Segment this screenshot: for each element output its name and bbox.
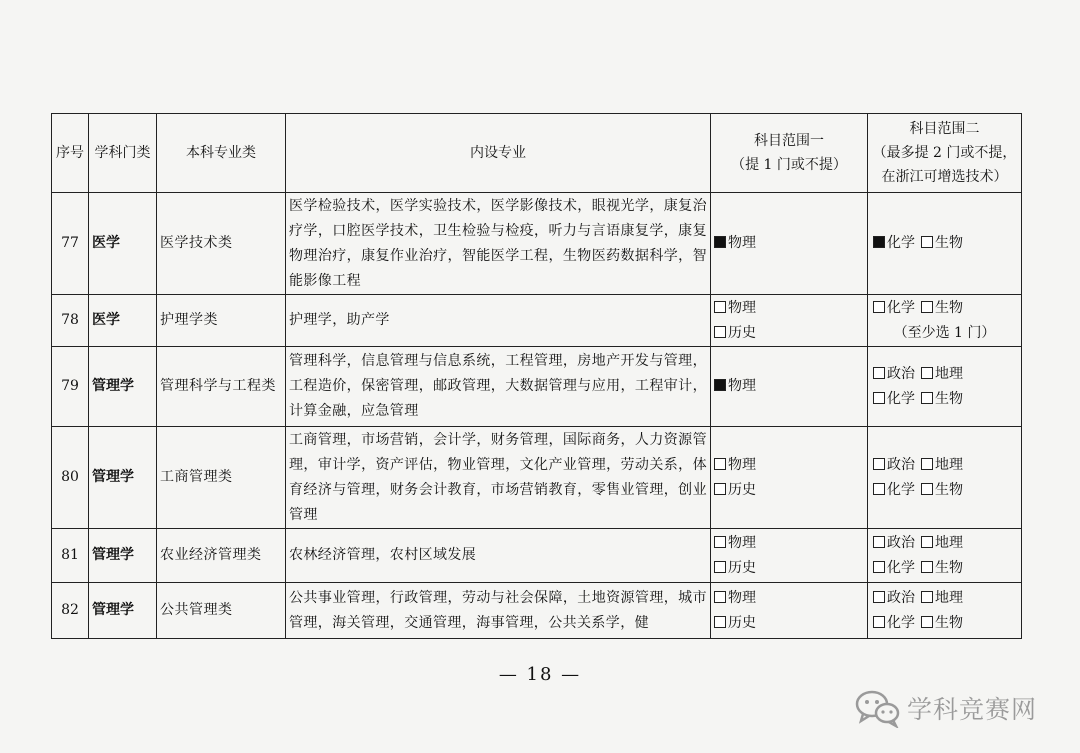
unchecked-box-icon xyxy=(714,561,726,573)
checked-box-icon xyxy=(714,379,726,391)
checked-box-icon xyxy=(714,236,726,248)
subject-label: 地理 xyxy=(935,456,963,473)
subject-label: 生物 xyxy=(935,299,963,316)
watermark-text: 学科竞赛网 xyxy=(907,695,1038,724)
subject-label: 生物 xyxy=(935,481,963,498)
sub-majors: 护理学，助产学 xyxy=(286,295,711,347)
major-class: 医学技术类 xyxy=(157,193,286,295)
subject-label: 历史 xyxy=(728,324,756,341)
subject-option-line xyxy=(871,478,1018,503)
unchecked-box-icon xyxy=(873,392,885,404)
major-class: 公共管理类 xyxy=(157,583,286,639)
unchecked-box-icon xyxy=(873,561,885,573)
subject-option-line xyxy=(871,453,1018,478)
subject-range-1 xyxy=(711,427,868,529)
subject-label: 地理 xyxy=(935,365,963,382)
table-row xyxy=(52,347,1022,427)
unchecked-box-icon xyxy=(921,483,933,495)
subject-option xyxy=(714,321,864,346)
discipline-category: 管理学 xyxy=(89,583,157,639)
table-row xyxy=(52,193,1022,295)
subject-option-line xyxy=(871,387,1018,412)
subject-label: 化学 xyxy=(887,299,915,316)
subject-label: 政治 xyxy=(887,589,915,606)
unchecked-box-icon xyxy=(873,458,885,470)
table-header-row xyxy=(52,114,1022,193)
sub-majors: 农林经济管理，农村区域发展 xyxy=(286,529,711,583)
subject-option xyxy=(714,586,864,611)
major-class: 农业经济管理类 xyxy=(157,529,286,583)
subject-label: 物理 xyxy=(728,534,756,551)
subject-label: 地理 xyxy=(935,534,963,551)
unchecked-box-icon xyxy=(921,458,933,470)
discipline-category: 管理学 xyxy=(89,529,157,583)
subject-option-line xyxy=(871,611,1018,636)
row-number: 80 xyxy=(52,427,89,529)
subject-label: 生物 xyxy=(935,390,963,407)
watermark xyxy=(855,688,1037,728)
sub-majors: 工商管理，市场营销，会计学，财务管理，国际商务，人力资源管理，审计学，资产评估，物业管理，文化产业管理，劳动关系，体育经济与管理，财务会计教育，市场营销教育，零售业管理，创业管理 xyxy=(286,427,711,529)
unchecked-box-icon xyxy=(921,236,933,248)
subject-label: 物理 xyxy=(728,589,756,606)
major-class: 管理科学与工程类 xyxy=(157,347,286,427)
subject-label: 历史 xyxy=(728,559,756,576)
subject-label: 化学 xyxy=(887,559,915,576)
unchecked-box-icon xyxy=(873,591,885,603)
header-sub-majors: 内设专业 xyxy=(286,114,711,193)
subject-option xyxy=(714,374,864,399)
subject-requirement-table xyxy=(51,113,1022,639)
subject-label: 生物 xyxy=(935,614,963,631)
subject-label: 生物 xyxy=(935,559,963,576)
subject-option xyxy=(714,453,864,478)
subject-option xyxy=(714,556,864,581)
unchecked-box-icon xyxy=(714,591,726,603)
unchecked-box-icon xyxy=(873,301,885,313)
unchecked-box-icon xyxy=(921,616,933,628)
page-number: — 18 — xyxy=(498,664,582,685)
major-class: 护理学类 xyxy=(157,295,286,347)
subject-option-line xyxy=(871,531,1018,556)
subject-range-2 xyxy=(868,193,1022,295)
unchecked-box-icon xyxy=(873,483,885,495)
subject-label: 地理 xyxy=(935,589,963,606)
row-number: 78 xyxy=(52,295,89,347)
subject-range-1 xyxy=(711,193,868,295)
header-major-class: 本科专业类 xyxy=(157,114,286,193)
subject-label: 历史 xyxy=(728,481,756,498)
unchecked-box-icon xyxy=(714,483,726,495)
subject-range-1 xyxy=(711,583,868,639)
unchecked-box-icon xyxy=(714,326,726,338)
subject-label: 政治 xyxy=(887,534,915,551)
wechat-icon xyxy=(855,688,901,728)
subject-range-2 xyxy=(868,529,1022,583)
checked-box-icon xyxy=(873,236,885,248)
unchecked-box-icon xyxy=(714,616,726,628)
discipline-category: 管理学 xyxy=(89,427,157,529)
table-row xyxy=(52,427,1022,529)
subject-label: 化学 xyxy=(887,481,915,498)
sub-majors: 医学检验技术，医学实验技术，医学影像技术，眼视光学，康复治疗学，口腔医学技术，卫生检验与检疫，听力与言语康复学，康复物理治疗，康复作业治疗，智能医学工程，生物医药数据科学，智能影像工程 xyxy=(286,193,711,295)
table-row xyxy=(52,295,1022,347)
major-class: 工商管理类 xyxy=(157,427,286,529)
unchecked-box-icon xyxy=(873,536,885,548)
sub-majors: 公共事业管理，行政管理，劳动与社会保障，土地资源管理，城市管理，海关管理，交通管理，海事管理，公共关系学，健 xyxy=(286,583,711,639)
unchecked-box-icon xyxy=(714,536,726,548)
header-req1 xyxy=(711,114,868,193)
subject-option-line xyxy=(871,362,1018,387)
subject-label: 历史 xyxy=(728,614,756,631)
header-no: 序号 xyxy=(52,114,89,193)
header-category: 学科门类 xyxy=(89,114,157,193)
unchecked-box-icon xyxy=(714,301,726,313)
subject-label: 化学 xyxy=(887,390,915,407)
subject-option xyxy=(714,531,864,556)
subject-range-2 xyxy=(868,427,1022,529)
table-row xyxy=(52,529,1022,583)
subject-range-1 xyxy=(711,347,868,427)
subject-range-2 xyxy=(868,583,1022,639)
subject-label: 生物 xyxy=(935,235,963,251)
unchecked-box-icon xyxy=(921,561,933,573)
subject-option xyxy=(714,231,864,256)
unchecked-box-icon xyxy=(921,591,933,603)
discipline-category: 医学 xyxy=(89,295,157,347)
discipline-category: 医学 xyxy=(89,193,157,295)
header-req1-line2: （提 1 门或不提） xyxy=(731,157,847,173)
table-row xyxy=(52,583,1022,639)
unchecked-box-icon xyxy=(921,301,933,313)
subject-label: 化学 xyxy=(887,235,915,251)
subject-range-2 xyxy=(868,347,1022,427)
subject-range-2 xyxy=(868,295,1022,347)
unchecked-box-icon xyxy=(714,458,726,470)
subject-label: 物理 xyxy=(728,235,756,251)
header-req2-line2: （最多提 2 门或不提， xyxy=(872,145,1017,161)
subject-label: 政治 xyxy=(887,365,915,382)
discipline-category: 管理学 xyxy=(89,347,157,427)
header-req2-line1: 科目范围二 xyxy=(909,121,980,137)
row-number: 81 xyxy=(52,529,89,583)
subject-option-line xyxy=(871,296,1018,321)
subject-label: 政治 xyxy=(887,456,915,473)
sub-majors: 管理科学，信息管理与信息系统，工程管理，房地产开发与管理，工程造价，保密管理，邮政管理，大数据管理与应用，工程审计，计算金融，应急管理 xyxy=(286,347,711,427)
subject-label: 物理 xyxy=(728,378,756,394)
subject-label: 物理 xyxy=(728,299,756,316)
subject-option-line xyxy=(871,556,1018,581)
selection-note: （至少选 1 门） xyxy=(893,324,996,341)
header-req1-line1: 科目范围一 xyxy=(754,133,824,149)
subject-option xyxy=(714,478,864,503)
header-req2-line3: 在浙江可增选技术） xyxy=(881,169,1008,185)
unchecked-box-icon xyxy=(921,392,933,404)
subject-option xyxy=(714,296,864,321)
unchecked-box-icon xyxy=(921,367,933,379)
unchecked-box-icon xyxy=(873,367,885,379)
header-req2 xyxy=(868,114,1022,193)
row-number: 82 xyxy=(52,583,89,639)
subject-option-line xyxy=(871,231,1018,256)
unchecked-box-icon xyxy=(873,616,885,628)
subject-option-line xyxy=(871,586,1018,611)
subject-label: 物理 xyxy=(728,456,756,473)
subject-option xyxy=(714,611,864,636)
subject-range-1 xyxy=(711,295,868,347)
unchecked-box-icon xyxy=(921,536,933,548)
row-number: 79 xyxy=(52,347,89,427)
subject-range-1 xyxy=(711,529,868,583)
row-number: 77 xyxy=(52,193,89,295)
subject-label: 化学 xyxy=(887,614,915,631)
